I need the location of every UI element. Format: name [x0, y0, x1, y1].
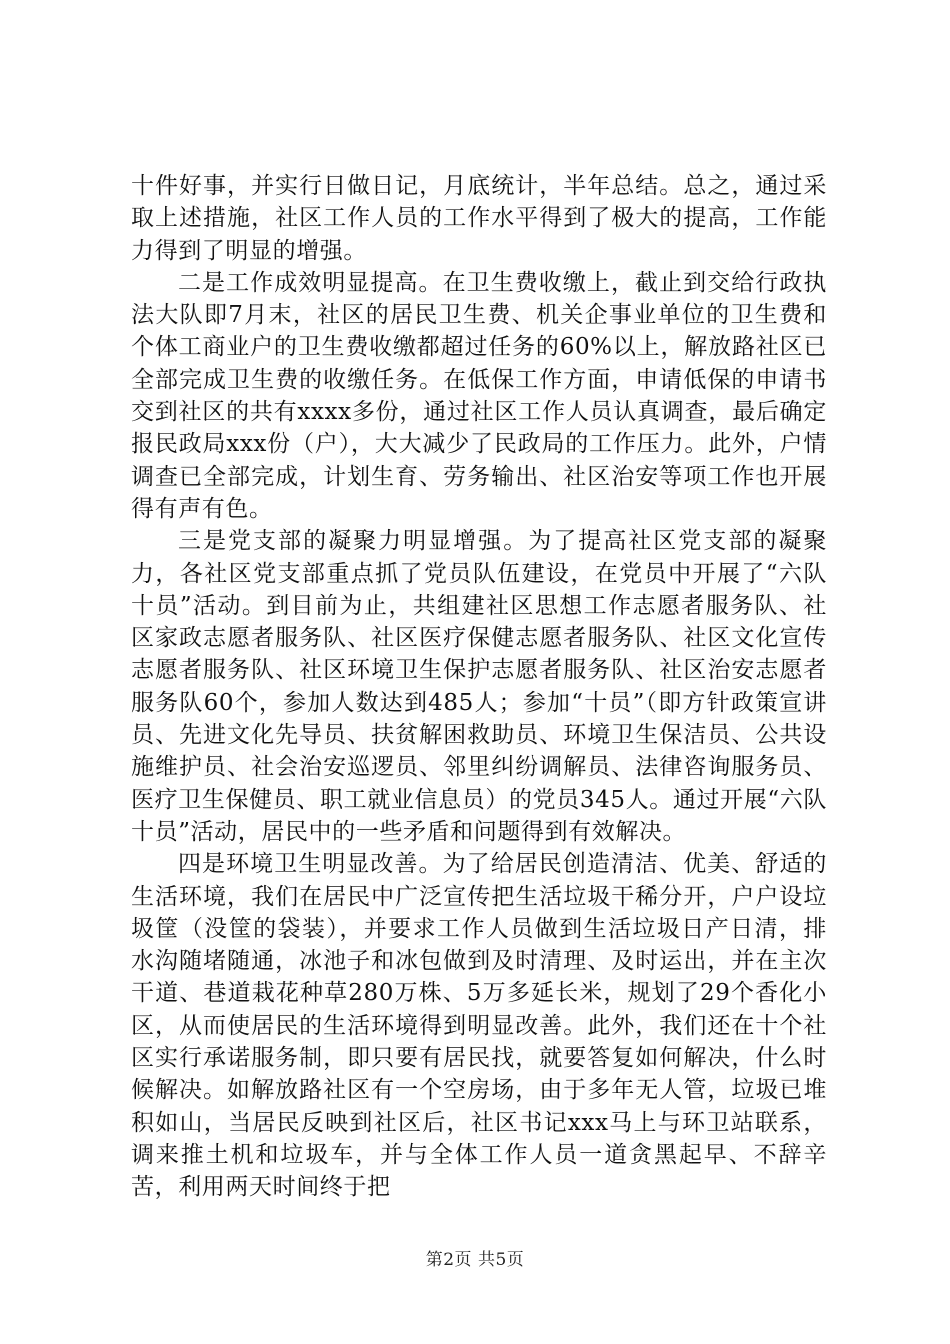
paragraph-party-branch: 三是党支部的凝聚力明显增强。为了提高社区党支部的凝聚力，各社区党支部重点抓了党员队伍建设，在党员中开展了“六队十员”活动。到目前为止，共组建社区思想工作志愿者服务队、社区家政志愿者服务队、社区医疗保健志愿者服务队、社区文化宣传志愿者服务队、社区环境卫生保护志愿者服务队、社区治安志愿者服务队60个，参加人数达到485人；参加“十员”（即方针政策宣讲员、先进文化先导员、扶贫解困救助员、环境卫生保洁员、公共设施维护员、社会治安巡逻员、邻里纠纷调解员、法律咨询服务员、医疗卫生保健员、职工就业信息员）的党员345人。通过开展“六队十员”活动，居民中的一些矛盾和问题得到有效解决。 — [131, 528, 827, 845]
paragraph-environment: 四是环境卫生明显改善。为了给居民创造清洁、优美、舒适的生活环境，我们在居民中广泛宣传把生活垃圾干稀分开，户户设垃圾筐（没筐的袋装），并要求工作人员做到生活垃圾日产日清，排水沟随堵随通，冰池子和冰包做到及时清理、及时运出，并在主次干道、巷道栽花种草280万株、5万多延长米，规划了29个香化小区，从而使居民的生活环境得到明显改善。此外，我们还在十个社区实行承诺服务制，即只要有居民找，就要答复如何解决，什么时候解决。如解放路社区有一个空房场，由于多年无人管，垃圾已堆积如山，当居民反映到社区后，社区书记xxx马上与环卫站联系，调来推土机和垃圾车，并与全体工作人员一道贪黑起早、不辞辛苦，利用两天时间终于把 — [131, 851, 827, 1201]
paragraph-work-results: 二是工作成效明显提高。在卫生费收缴上，截止到交给行政执法大队即7月末，社区的居民卫生费、机关企事业单位的卫生费和个体工商业户的卫生费收缴都超过任务的60%以上，解放路社区已全部完成卫生费的收缴任务。在低保工作方面，申请低保的申请书交到社区的共有xxxx多份，通过社区工作人员认真调查，最后确定报民政局xxx份（户），大大减少了民政局的工作压力。此外，户情调查已全部完成，计划生育、劳务输出、社区治安等项工作也开展得有声有色。 — [131, 269, 827, 522]
page-number-footer: 第2页 共5页 — [425, 1250, 525, 1270]
paragraph-continuation: 十件好事，并实行日做日记，月底统计，半年总结。总之，通过采取上述措施，社区工作人员的工作水平得到了极大的提高，工作能力得到了明显的增强。 — [131, 173, 827, 264]
document-body — [131, 170, 827, 1204]
